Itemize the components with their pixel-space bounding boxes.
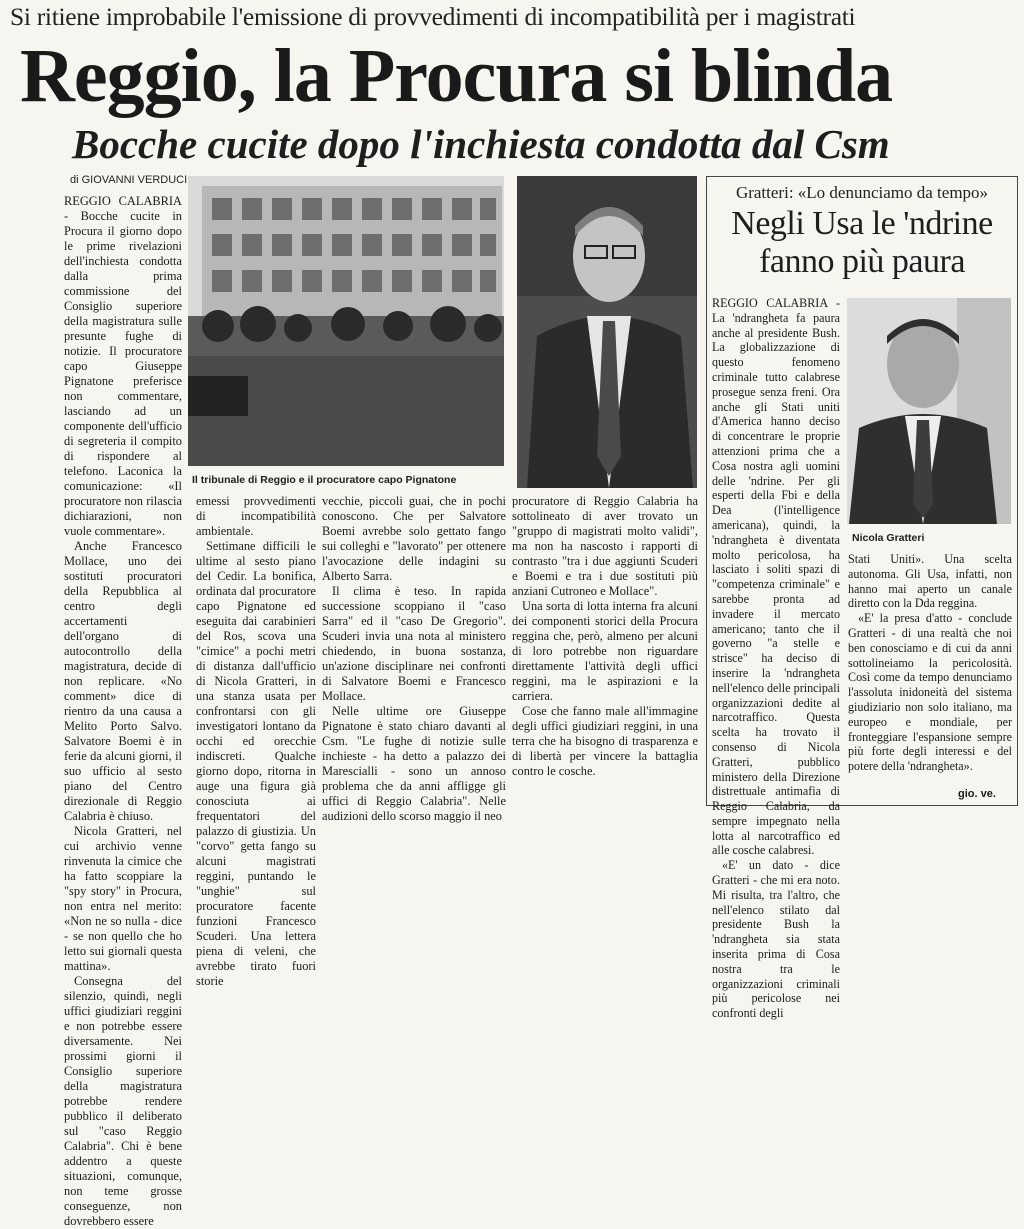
paragraph: vecchie, piccoli guai, che in pochi conoscono. Che per Salvatore Boemi avrebbe solo gettato fango sui colleghi e "lavorato" per ottenere l'avocazione delle indagini su Alberto Sarra. bbox=[322, 494, 506, 583]
sidebar-headline-line-1: Negli Usa le 'ndrine bbox=[731, 205, 993, 242]
subheadline: Bocche cucite dopo l'inchiesta condotta dal Csm bbox=[72, 121, 890, 167]
paragraph: Consegna del silenzio, quindi, negli uffici giudiziari reggini e non potrebbe essere diversamente. Nei prossimi giorni il Consiglio superiore della magistratura potrebbe rendere pubblico il deliberato sul "caso Reggio Calabria". Chi è bene addentro a queste situazioni, comunque, non teme grosse conseguenze, non dovrebbero essere bbox=[64, 974, 182, 1228]
sidebar-headline bbox=[712, 205, 1012, 281]
paragraph: Il clima è teso. In rapida successione scoppiano il "caso Sarra" ed il "caso De Gregorio". Scuderi invia una nota al ministero chiedendo, in buona sostanza, un'azione disciplinare nei confronti di Salvatore Boemi e Francesco Mollace. bbox=[322, 584, 506, 703]
paragraph: procuratore di Reggio Calabria ha sottolineato di aver trovato un "gruppo di magistrati molto validi", ma non ha nascosto i rapporti di contrasto "tra i due aggiunti Scuderi e Boemi e tra i due sostituti più anziani Cutroneo e Mollace". bbox=[512, 494, 698, 598]
headline: Reggio, la Procura si blinda bbox=[20, 34, 893, 118]
photo-caption: Il tribunale di Reggio e il procuratore capo Pignatone bbox=[192, 474, 457, 486]
pignatone-photo bbox=[517, 176, 697, 488]
paragraph: Stati Uniti». Una scelta autonoma. Gli Usa, infatti, non hanno mai aperto un canale diretto con la Dda reggina. bbox=[848, 552, 1012, 611]
courthouse-photo bbox=[188, 176, 504, 466]
paragraph: Anche Francesco Mollace, uno dei sostituti procuratori della Repubblica al centro degli accertamenti dell'organo di autocontrollo della magistratura, decide di non replicare. «No comment» dice di rientro da una causa a Melito Porto Salvo. Salvatore Boemi è in ferie da alcuni giorni, il suo ufficio al sesto piano del Centro direzionale di Reggio Calabria è chiuso. bbox=[64, 539, 182, 823]
paragraph: «E' la presa d'atto - conclude Gratteri - di una realtà che noi ben conosciamo e di cui da anni sottolineiamo la pericolosità. Così come da tempo denunciamo l'assoluta inidoneità del sistema giudiziario non solo italiano, ma europeo e mondiale, per fronteggiare l'espansione sempre più forte degli interessi e del potere della 'ndrangheta». bbox=[848, 611, 1012, 774]
paragraph: «E' un dato - dice Gratteri - che mi era noto. Mi risulta, tra l'altro, che nell'elenco stilato dal presidente Bush la 'ndrangheta sia stata inserita prima di Cosa nostra tra le organizzazioni criminali più pericolose nei confronti degli bbox=[712, 858, 840, 1021]
paragraph: REGGIO CALABRIA - Bocche cucite in Procura il giorno dopo le prime rivelazioni dell'inchiesta condotta dalla prima commissione del Consiglio superiore della magistratura sulle presunte fughe di notizie. Il procuratore capo Giuseppe Pignatone preferisce non commentare, lasciando ad un componente dell'ufficio di segreteria il compito di rispondere al telefono. Laconica la comunicazione: «Il procuratore non rilascia dichiarazioni, non vuole commentare». bbox=[64, 194, 182, 538]
paragraph: Nicola Gratteri, nel cui archivio venne rinvenuta la cimice che ha fatto scoppiare la "spy story" in Procura, non entra nel merito: «Non ne so nulla - dice - se non quello che ho letto sui giornali questa mattina». bbox=[64, 824, 182, 973]
paragraph: Cose che fanno male all'immagine degli uffici giudiziari reggini, in una terra che ha bisogno di trasparenza e di libertà per vincere la battaglia contro le cosche. bbox=[512, 704, 698, 778]
sidebar-column-1 bbox=[712, 296, 840, 1021]
paragraph: Settimane difficili le ultime al sesto piano del Cedir. La bonifica, ordinata dal procuratore capo Pignatone ed eseguita dai carabinieri del Ros, scova una "cimice" a pochi metri di distanza dall'ufficio di Nicola Gratteri, in una stanza usata per confrontarsi con gli investigatori lontano da occhi ed orecchie indiscreti. Qualche giorno dopo, ritorna in auge una figura già conosciuta ai frequentatori del palazzo di giustizia. Un "corvo" getta fango su alcuni magistrati reggini, puntando le "unghie" sul procuratore facente funzioni Francesco Scuderi. Una lettera piena di veleni, che avrebbe tirato fuori storie bbox=[196, 539, 316, 988]
kicker: Si ritiene improbabile l'emissione di provvedimenti di incompatibilità per i magistrati bbox=[10, 2, 856, 31]
paragraph: Nelle ultime ore Giuseppe Pignatone è stato chiaro davanti al Csm. "Le fughe di notizie sulle inchieste - ha detto a palazzo dei Marescialli - sono un annoso problema che da anni affligge gli uffici di Reggio Calabria". Nelle audizioni dello scorso maggio il neo bbox=[322, 704, 506, 823]
article-column-1 bbox=[64, 194, 182, 1228]
sidebar-column-2 bbox=[848, 552, 1012, 804]
sidebar-kicker: Gratteri: «Lo denunciamo da tempo» bbox=[735, 183, 989, 202]
gratteri-photo bbox=[847, 298, 1011, 524]
gratteri-caption: Nicola Gratteri bbox=[852, 532, 925, 544]
paragraph: REGGIO CALABRIA - La 'ndrangheta fa paura anche al presidente Bush. La globalizzazione di questo fenomeno criminale tutto calabrese prosegue senza freni. Ora anche gli Stati uniti d'America hanno deciso di concentrare le proprie attenzioni prima che a Cosa nostra agli uomini delle 'ndrine. Per gli esperti della Fbi e della Dea (l'intelligence americana), quindi, la 'ndrangheta è diventata molto pericolosa, ha lasciato i soliti spazi di "competenza criminale" e sarebbe pronta ad invadere il mercato americano; tanto che il governo "a stelle e strisce" ha deciso di inserire la 'ndrangheta nell'elenco delle principali organizzazioni dedite al narcotraffico. Questa scelta ha trovato il consenso di Nicola Gratteri, pubblico ministero della Direzione distrettuale antimafia di Reggio Calabria, da sempre impegnato nella lotta al narcotraffico ed alle cosche calabresi. bbox=[712, 296, 840, 858]
article-column-4 bbox=[512, 494, 698, 806]
sidebar-headline-line-2: fanno più paura bbox=[759, 243, 965, 280]
article-column-3 bbox=[322, 494, 506, 823]
article-column-2 bbox=[196, 494, 316, 988]
byline: di GIOVANNI VERDUCI bbox=[70, 174, 188, 186]
paragraph: emessi provvedimenti di incompatibilità ambientale. bbox=[196, 494, 316, 538]
paragraph: Una sorta di lotta interna fra alcuni dei componenti storici della Procura reggina che, però, almeno per alcuni di loro potrebbe non riguardare direttamente l'attività degli uffici reggini, ma le aspirazioni e la carriera. bbox=[512, 599, 698, 703]
signature: gio. ve. bbox=[958, 788, 996, 800]
